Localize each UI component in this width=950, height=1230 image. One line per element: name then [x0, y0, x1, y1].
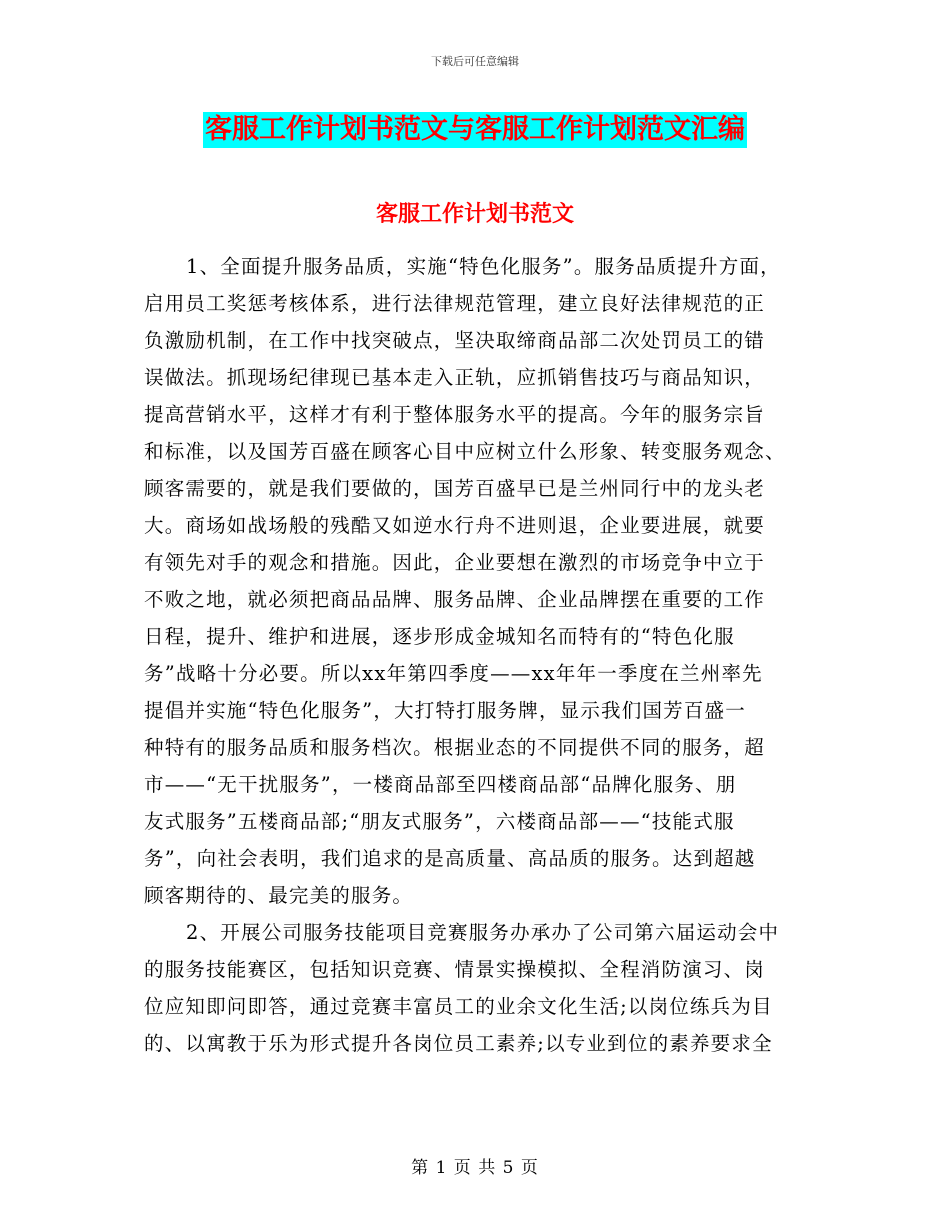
paragraph-line: 务”战略十分必要。所以xx年第四季度——xx年年一季度在兰州率先 [144, 662, 763, 685]
paragraph-line: 误做法。抓现场纪律现已基本走入正轨，应抓销售技巧与商品知识， [144, 366, 766, 389]
paragraph-line: 不败之地，就必须把商品品牌、服务品牌、企业品牌摆在重要的工作 [144, 588, 766, 611]
page-header-note: 下载后可任意编辑 [431, 55, 519, 68]
paragraph-line: 日程，提升、维护和进展，逐步形成金城知名而特有的“特色化服 [144, 625, 735, 648]
paragraph-line: 启用员工奖惩考核体系，进行法律规范管理，建立良好法律规范的正 [144, 292, 766, 315]
page-number: 第 1 页 共 5 页 [411, 1158, 539, 1178]
paragraph-line: 位应知即问即答，通过竞赛丰富员工的业余文化生活;以岗位练兵为目 [144, 995, 773, 1018]
document-body [144, 248, 814, 1062]
paragraph-line: 提倡并实施“特色化服务”，大打特打服务牌，显示我们国芳百盛一 [144, 699, 746, 722]
document-title: 客服工作计划书范文与客服工作计划范文汇编 [203, 112, 747, 148]
paragraph-line: 顾客期待的、最完美的服务。 [144, 884, 414, 907]
paragraph-line: 有领先对手的观念和措施。因此，企业要想在激烈的市场竞争中立于 [144, 551, 766, 574]
paragraph-line: 友式服务”五楼商品部;“朋友式服务”，六楼商品部——“技能式服 [144, 810, 735, 833]
document-title-container [0, 112, 950, 148]
paragraph-line: 种特有的服务品质和服务档次。根据业态的不同提供不同的服务，超 [144, 736, 766, 759]
paragraph-line: 大。商场如战场般的残酷又如逆水行舟不进则退，企业要进展，就要 [144, 514, 766, 537]
paragraph-line: 负激励机制，在工作中找突破点，坚决取缔商品部二次处罚员工的错 [144, 329, 766, 352]
paragraph-line: 和标准，以及国芳百盛在顾客心目中应树立什么形象、转变服务观念、 [144, 440, 786, 463]
paragraph-line: 的、以寓教于乐为形式提升各岗位员工素养;以专业到位的素养要求全 [144, 1032, 773, 1055]
paragraph-line: 2、开展公司服务技能项目竞赛服务办承办了公司第六届运动会中 [186, 921, 780, 944]
section-title: 客服工作计划书范文 [375, 202, 574, 227]
paragraph-line: 务”，向社会表明，我们追求的是高质量、高品质的服务。达到超越 [144, 847, 756, 870]
paragraph-line: 的服务技能赛区，包括知识竞赛、情景实操模拟、全程消防演习、岗 [144, 958, 766, 981]
paragraph-line: 顾客需要的，就是我们要做的，国芳百盛早已是兰州同行中的龙头老 [144, 477, 766, 500]
paragraph-line: 市——“无干扰服务”，一楼商品部至四楼商品部“品牌化服务、朋 [144, 773, 737, 796]
paragraph-line: 提高营销水平，这样才有利于整体服务水平的提高。今年的服务宗旨 [144, 403, 766, 426]
paragraph-line: 1、全面提升服务品质，实施“特色化服务”。服务品质提升方面， [186, 255, 781, 278]
